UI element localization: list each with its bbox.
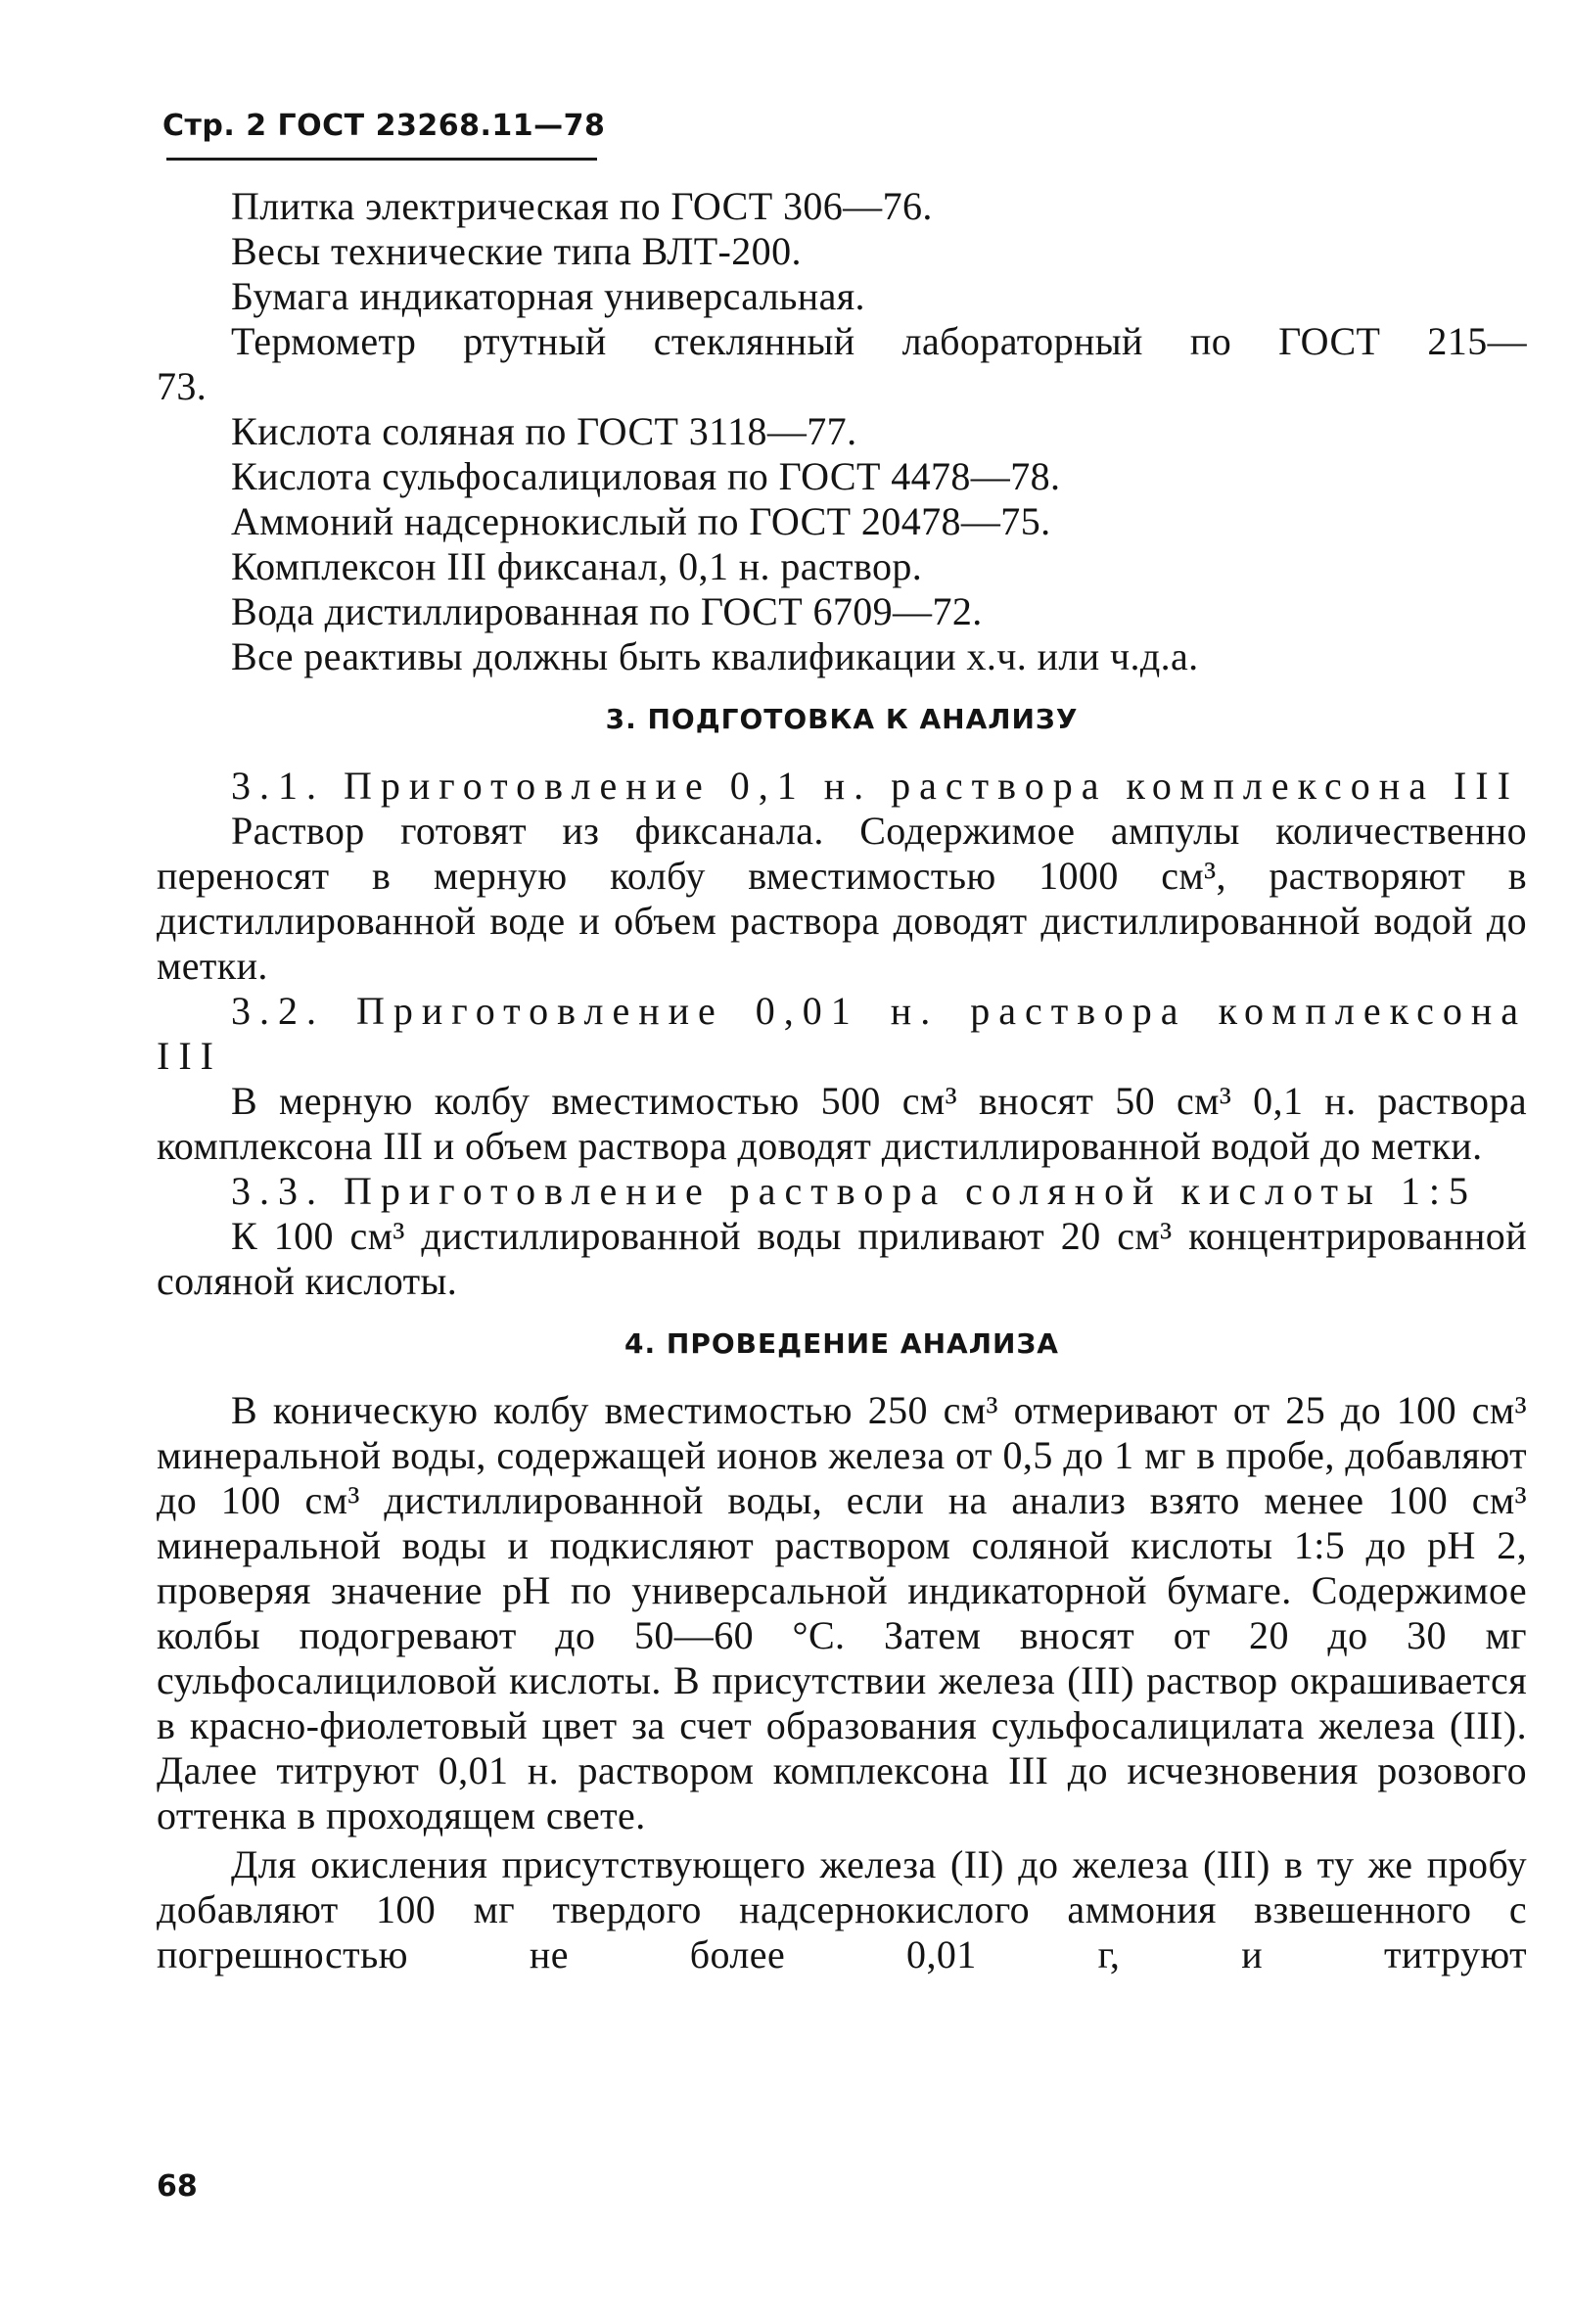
equipment-item: Все реактивы должны быть квалификации х.ч. или ч.д.а. <box>231 634 1199 678</box>
running-header: Стр. 2 ГОСТ 23268.11—78 <box>162 109 606 143</box>
subsection-title: 3.1. Приготовление 0,1 н. раствора комплексона III <box>231 764 1519 808</box>
header-rule <box>166 158 597 161</box>
equipment-item: Термометр ртутный стеклянный лабораторный по ГОСТ 215—73. <box>157 319 1527 408</box>
paragraph: В мерную колбу вместимостью 500 см³ вносят 50 см³ 0,1 н. раствора комплексона III и объем раствора доводят дистиллированной водой до метки. <box>157 1079 1527 1168</box>
subsection-title: 3.3. Приготовление раствора соляной кислоты 1:5 <box>231 1169 1478 1213</box>
equipment-item: Плитка электрическая по ГОСТ 306—76. <box>231 184 933 228</box>
section-heading: 4. ПРОВЕДЕНИЕ АНАЛИЗА <box>624 1327 1059 1360</box>
equipment-item: Вода дистиллированная по ГОСТ 6709—72. <box>231 589 983 633</box>
equipment-item: Бумага индикаторная универсальная. <box>231 274 865 318</box>
section-heading: 3. ПОДГОТОВКА К АНАЛИЗУ <box>605 703 1079 735</box>
equipment-item: Кислота соляная по ГОСТ 3118—77. <box>231 409 857 453</box>
page-body <box>157 184 1527 1977</box>
equipment-item: Аммоний надсернокислый по ГОСТ 20478—75. <box>231 499 1051 543</box>
equipment-item: Весы технические типа ВЛТ-200. <box>231 229 802 273</box>
equipment-item: Кислота сульфосалициловая по ГОСТ 4478—78. <box>231 454 1061 498</box>
paragraph: Раствор готовят из фиксанала. Содержимое ампулы количественно переносят в мерную колбу вместимостью 1000 см³, растворяют в дистиллированной воде и объем раствора доводят дистиллированной водой до метки. <box>157 809 1527 988</box>
page-number: 68 <box>157 2169 198 2204</box>
paragraph: Для окисления присутствующего железа (II) до железа (III) в ту же пробу добавляют 100 мг твердого надсернокислого аммония взвешенного с погрешностью не более 0,01 г, и титруют <box>157 1842 1527 1976</box>
paragraph: В коническую колбу вместимостью 250 см³ отмеривают от 25 до 100 см³ минеральной воды, содержащей ионов железа от 0,5 до 1 мг в пробе, добавляют до 100 см³ дистиллированной воды, если на анализ взято менее 100 см³ минеральной воды и подкисляют раствором соляной кислоты 1:5 до pH 2, проверяя значение pH по универсальной индикаторной бумаге. Содержимое колбы подогревают до 50—60 °С. Затем вносят от 20 до 30 мг сульфосалициловой кислоты. В присутствии железа (III) раствор окрашивается в красно-фиолетовый цвет за счет образования сульфосалицилата железа (III). Далее титруют 0,01 н. раствором комплексона III до исчезновения розового оттенка в проходящем свете. <box>157 1388 1527 1837</box>
subsection-title: 3.2. Приготовление 0,01 н. раствора комплексона III <box>157 989 1527 1078</box>
paragraph: К 100 см³ дистиллированной воды приливают 20 см³ концентрированной соляной кислоты. <box>157 1214 1527 1303</box>
equipment-list <box>157 184 1527 679</box>
equipment-item: Комплексон III фиксанал, 0,1 н. раствор. <box>231 544 923 588</box>
